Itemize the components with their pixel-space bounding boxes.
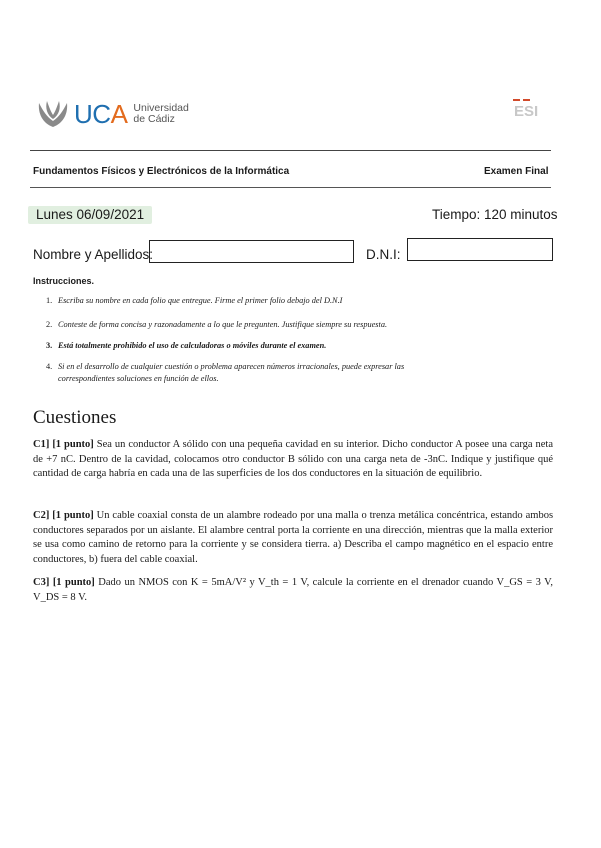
instruction-number: 3. [46,341,53,350]
question-points: [1 punto] [52,577,95,588]
question-points: [1 punto] [52,439,94,450]
university-line-2: de Cádiz [133,113,175,125]
uca-logo [36,96,189,132]
instruction-text-line-1: Si en el desarrollo de cualquier cuestión o problema aparecen números irracionales, puede expresar las [58,362,405,371]
instruction-text: Conteste de forma concisa y razonadamente a lo que le pregunten. Justifique siempre su respuesta. [58,320,388,329]
instruction-item-2 [46,318,387,331]
header-divider-bottom [30,187,551,188]
uca-letter-c: C [92,98,111,129]
uca-leaf-emblem-icon [36,99,70,129]
instruction-number: 4. [46,362,53,371]
question-label: C3] [33,577,50,588]
question-points: [1 punto] [52,510,94,521]
question-1 [33,438,553,482]
question-text: Dado un NMOS con K = 5mA/V² y V_th = 1 V, calcule la corriente en el drenador cuando V_GS = 3 V, V_DS = 8 V. [33,577,553,603]
instruction-number: 2. [46,320,53,329]
instruction-item-4 [46,361,552,385]
question-text: Sea un conductor A sólido con una pequeña cavidad en su interior. Dicho conductor A posee una carga neta de +7 nC. Dentro de la cavidad, colocamos otro conductor B sólido con una carga neta de -3nC. Indique y justifique qué cantidad de carga habría en cada una de las superficies de los dos conductores en la situación de equilibrio. [33,439,554,479]
uca-wordmark [74,99,127,130]
header-divider-top [30,150,551,151]
uca-letter-u: U [74,98,93,129]
instruction-number: 1. [46,296,53,305]
section-title: Cuestiones [33,407,117,428]
dni-field[interactable] [407,238,553,261]
question-label: C2] [33,510,50,521]
question-2 [33,509,553,567]
instruction-text-line-2: correspondientes soluciones en función de ellos. [58,374,219,383]
university-line-1: Universidad [133,102,189,114]
exam-type: Examen Final [484,166,549,177]
name-label: Nombre y Apellidos: [33,247,154,262]
instruction-text: Escriba su nombre en cada folio que entregue. Firme el primer folio debajo del D.N.I [58,296,343,305]
exam-time: Tiempo: 120 minutos [432,207,558,222]
name-field[interactable] [149,240,354,263]
university-name [133,103,188,125]
instruction-item-3 [46,339,326,352]
esi-logo-icon [511,97,549,121]
esi-logo-text: ESI [514,103,539,120]
instruction-item-1 [46,294,342,307]
exam-date: Lunes 06/09/2021 [28,206,152,224]
instructions-title: Instrucciones. [33,276,95,286]
question-label: C1] [33,439,50,450]
question-text: Un cable coaxial consta de un alambre rodeado por una malla o trenza metálica concéntrica, estando ambos conductores separados por un aislante. El alambre central porta la corriente en una dirección, mientras que la malla exterior se usa como camino de retorno para la corriente y se considera tierra. a) Describa el campo magnético en el espacio entre conductores, b) fuera del cable coaxial. [33,510,554,565]
uca-letter-a: A [110,98,128,129]
course-title: Fundamentos Físicos y Electrónicos de la Informática [33,166,290,177]
instruction-text: Está totalmente prohibido el uso de calculadoras o móviles durante el examen. [58,341,327,350]
question-3 [33,576,553,605]
dni-label: D.N.I: [366,247,401,262]
